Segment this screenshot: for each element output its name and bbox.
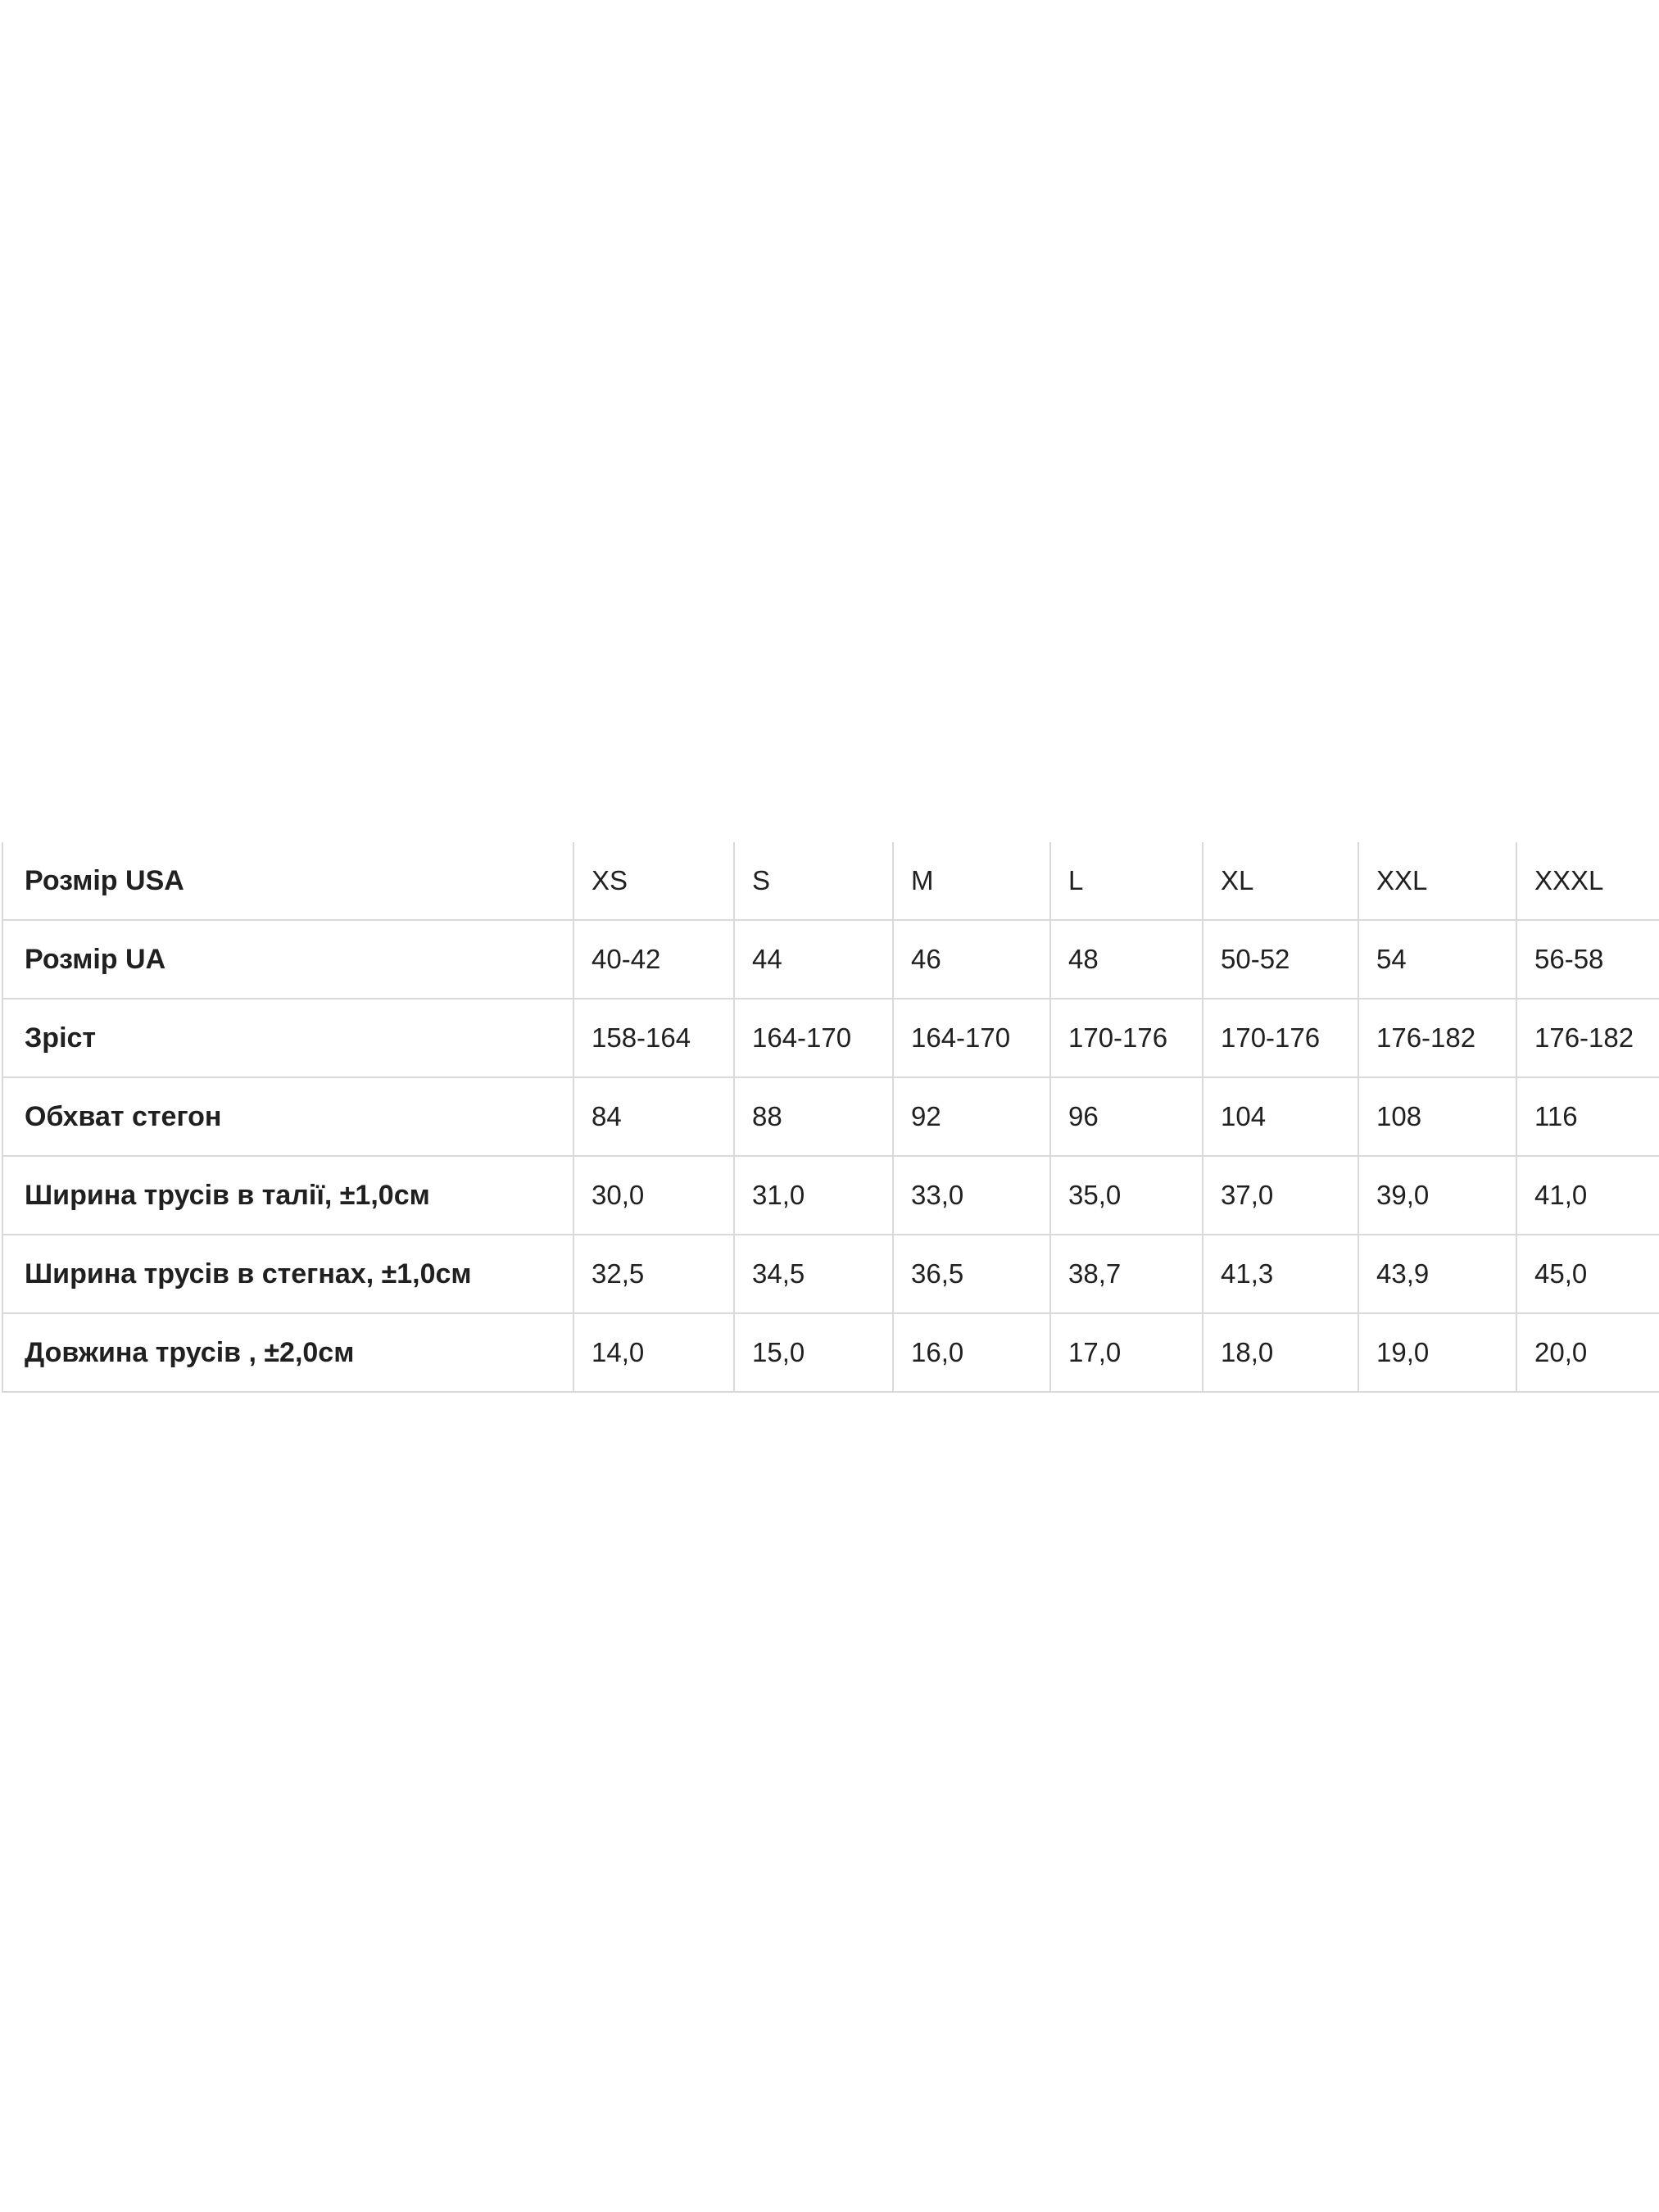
cell-length-s: 15,0: [734, 1313, 893, 1392]
row-label: Обхват стегон: [2, 1077, 573, 1156]
cell-height-m: 164-170: [893, 999, 1050, 1077]
cell-hip-girth-s: 88: [734, 1077, 893, 1156]
row-label: Розмір USA: [2, 842, 573, 920]
cell-length-xs: 14,0: [573, 1313, 734, 1392]
cell-height-xs: 158-164: [573, 999, 734, 1077]
cell-size-usa-xl: XL: [1203, 842, 1358, 920]
cell-hip-girth-xxl: 108: [1358, 1077, 1516, 1156]
cell-hip-width-xxxl: 45,0: [1516, 1235, 1659, 1313]
cell-size-ua-xxxl: 56-58: [1516, 920, 1659, 999]
cell-size-ua-m: 46: [893, 920, 1050, 999]
cell-hip-girth-xs: 84: [573, 1077, 734, 1156]
cell-waist-width-s: 31,0: [734, 1156, 893, 1235]
cell-size-usa-xs: XS: [573, 842, 734, 920]
cell-waist-width-xxxl: 41,0: [1516, 1156, 1659, 1235]
cell-hip-width-l: 38,7: [1050, 1235, 1203, 1313]
cell-size-ua-s: 44: [734, 920, 893, 999]
cell-length-m: 16,0: [893, 1313, 1050, 1392]
cell-size-usa-xxxl: XXXL: [1516, 842, 1659, 920]
cell-waist-width-xxl: 39,0: [1358, 1156, 1516, 1235]
row-length: [2, 1313, 1659, 1392]
cell-length-l: 17,0: [1050, 1313, 1203, 1392]
cell-height-xxl: 176-182: [1358, 999, 1516, 1077]
row-hip-width: [2, 1235, 1659, 1313]
row-label: Розмір UA: [2, 920, 573, 999]
cell-hip-girth-l: 96: [1050, 1077, 1203, 1156]
cell-hip-width-s: 34,5: [734, 1235, 893, 1313]
row-waist-width: [2, 1156, 1659, 1235]
row-label: Ширина трусів в талії, ±1,0см: [2, 1156, 573, 1235]
cell-size-ua-l: 48: [1050, 920, 1203, 999]
cell-hip-girth-xl: 104: [1203, 1077, 1358, 1156]
row-label: Зріст: [2, 999, 573, 1077]
cell-hip-width-xl: 41,3: [1203, 1235, 1358, 1313]
row-hip-girth: [2, 1077, 1659, 1156]
size-chart-table: [2, 842, 1659, 1393]
cell-height-l: 170-176: [1050, 999, 1203, 1077]
cell-size-usa-xxl: XXL: [1358, 842, 1516, 920]
cell-waist-width-l: 35,0: [1050, 1156, 1203, 1235]
cell-size-usa-m: M: [893, 842, 1050, 920]
cell-hip-girth-xxxl: 116: [1516, 1077, 1659, 1156]
cell-waist-width-m: 33,0: [893, 1156, 1050, 1235]
cell-length-xxl: 19,0: [1358, 1313, 1516, 1392]
row-height: [2, 999, 1659, 1077]
cell-size-ua-xxl: 54: [1358, 920, 1516, 999]
cell-waist-width-xs: 30,0: [573, 1156, 734, 1235]
cell-hip-girth-m: 92: [893, 1077, 1050, 1156]
cell-hip-width-xs: 32,5: [573, 1235, 734, 1313]
cell-height-s: 164-170: [734, 999, 893, 1077]
row-label: Довжина трусів , ±2,0см: [2, 1313, 573, 1392]
cell-hip-width-xxl: 43,9: [1358, 1235, 1516, 1313]
cell-height-xl: 170-176: [1203, 999, 1358, 1077]
cell-length-xl: 18,0: [1203, 1313, 1358, 1392]
cell-hip-width-m: 36,5: [893, 1235, 1050, 1313]
row-size-ua: [2, 920, 1659, 999]
cell-waist-width-xl: 37,0: [1203, 1156, 1358, 1235]
cell-size-ua-xs: 40-42: [573, 920, 734, 999]
cell-size-ua-xl: 50-52: [1203, 920, 1358, 999]
cell-size-usa-l: L: [1050, 842, 1203, 920]
cell-size-usa-s: S: [734, 842, 893, 920]
cell-height-xxxl: 176-182: [1516, 999, 1659, 1077]
row-size-usa: [2, 842, 1659, 920]
row-label: Ширина трусів в стегнах, ±1,0см: [2, 1235, 573, 1313]
cell-length-xxxl: 20,0: [1516, 1313, 1659, 1392]
